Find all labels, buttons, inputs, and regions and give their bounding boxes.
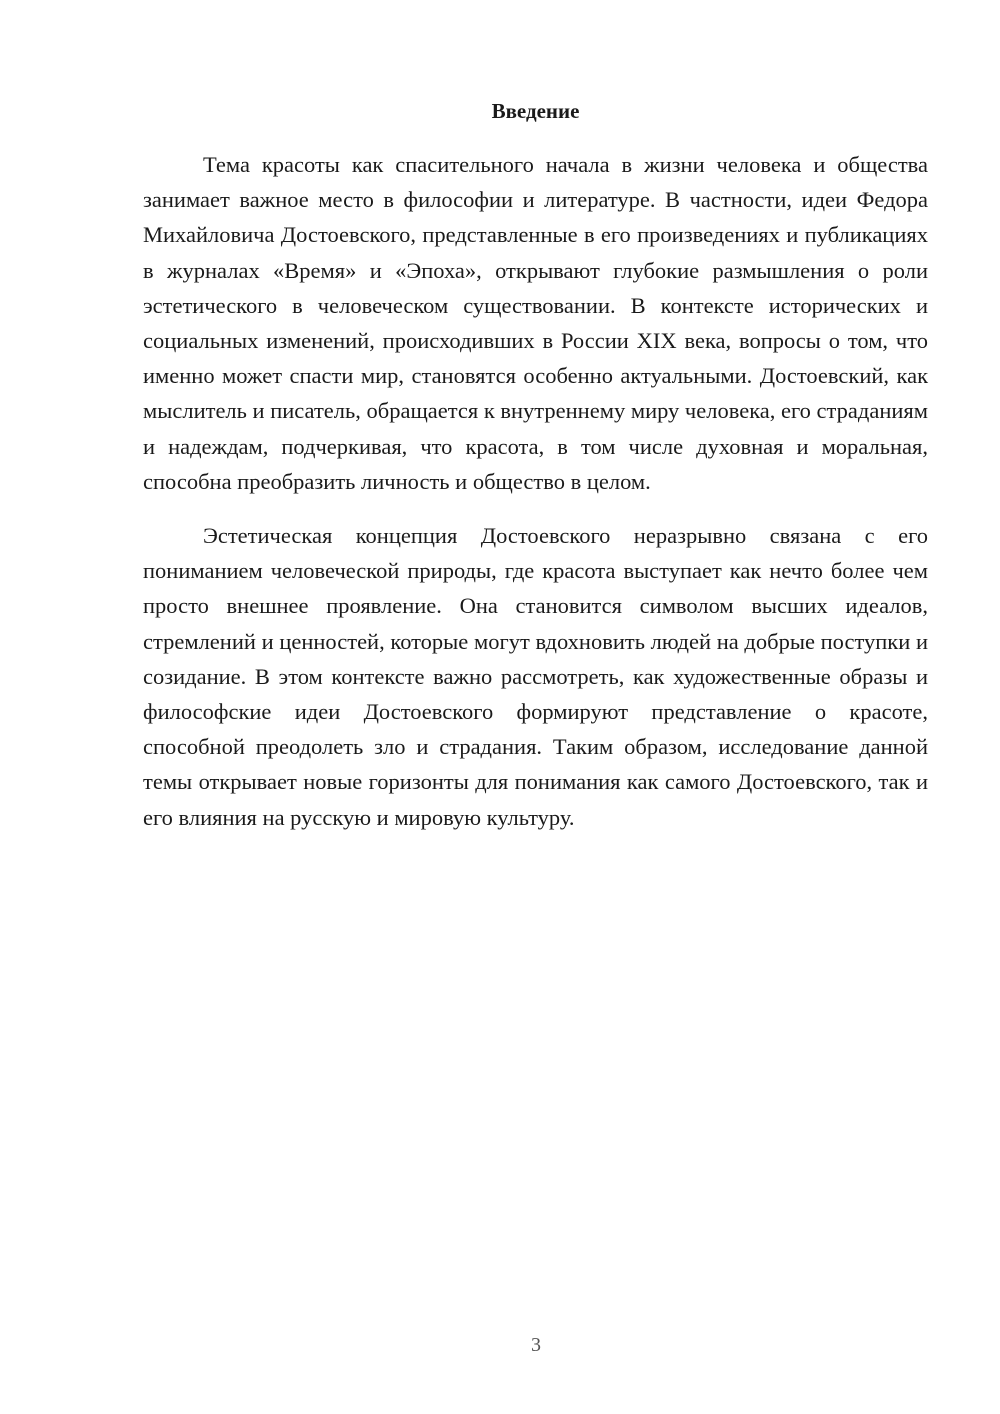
page-content	[143, 95, 928, 835]
section-title: Введение	[491, 99, 580, 123]
paragraph-2: Эстетическая концепция Достоевского неразрывно связана с его пониманием человеческой природы, где красота выступает как нечто более чем просто внешнее проявление. Она становится символом высших идеалов, стремлений и ценностей, которые могут вдохновить людей на добрые поступки и созидание. В этом контексте важно рассмотреть, как художественные образы и философские идеи Достоевского формируют представление о красоте, способной преодолеть зло и страдания. Таким образом, исследование данной темы открывает новые горизонты для понимания как самого Достоевского, так и его влияния на русскую и мировую культуру.	[143, 523, 928, 830]
paragraph-1: Тема красоты как спасительного начала в жизни человека и общества занимает важное место в философии и литературе. В частности, идеи Федора Михайловича Достоевского, представленные в его произведениях и публикациях в журналах «Время» и «Эпоха», открывают глубокие размышления о роли эстетического в человеческом существовании. В контексте исторических и социальных изменений, происходивших в России XIX века, вопросы о том, что именно может спасти мир, становятся особенно актуальными. Достоевский, как мыслитель и писатель, обращается к внутреннему миру человека, его страданиям и надеждам, подчеркивая, что красота, в том числе духовная и моральная, способна преобразить личность и общество в целом.	[143, 152, 928, 494]
page-number: 3	[531, 1334, 541, 1356]
